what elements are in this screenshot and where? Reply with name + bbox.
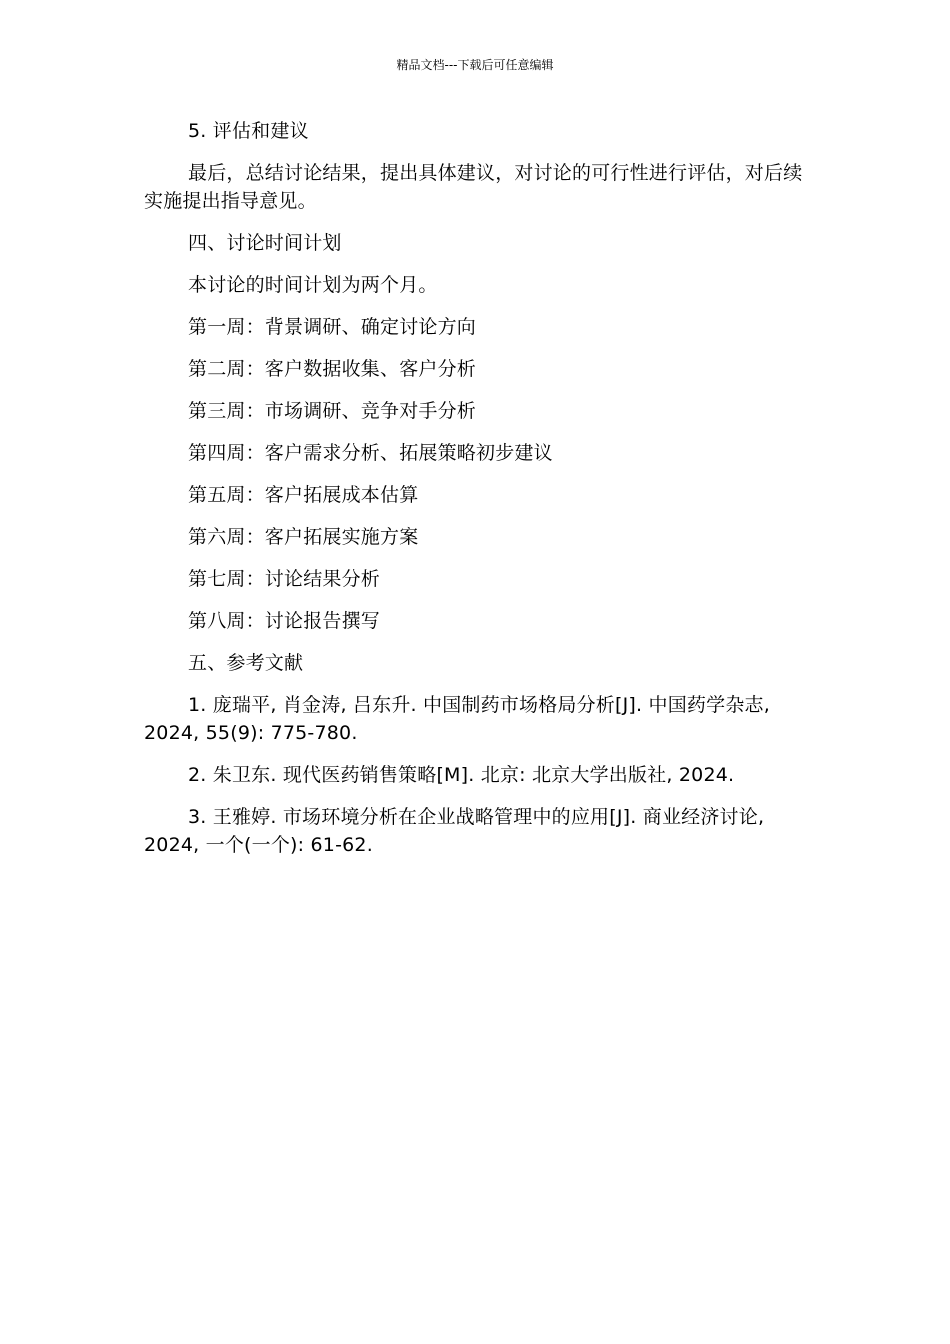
schedule-item: 第七周：讨论结果分析 — [188, 568, 381, 590]
body-paragraph: 本讨论的时间计划为两个月。 — [188, 274, 438, 296]
schedule-item: 第二周：客户数据收集、客户分析 — [188, 358, 477, 380]
schedule-item: 第八周：讨论报告撰写 — [188, 610, 381, 632]
section-heading: 五、参考文献 — [188, 652, 304, 674]
schedule-item: 第六周：客户拓展实施方案 — [188, 526, 419, 548]
reference-item: 1. 庞瑞平, 肖金涛, 吕东升. 中国制药市场格局分析[J]. 中国药学杂志, 2024, 55(9): 775-780. — [144, 694, 770, 744]
schedule-item: 第三周：市场调研、竞争对手分析 — [188, 400, 477, 422]
schedule-item: 第四周：客户需求分析、拓展策略初步建议 — [188, 442, 553, 464]
page-header: 精品文档---下载后可任意编辑 — [396, 58, 554, 72]
body-paragraph: 最后，总结讨论结果，提出具体建议，对讨论的可行性进行评估，对后续实施提出指导意见。 — [144, 162, 803, 212]
schedule-item: 第一周：背景调研、确定讨论方向 — [188, 316, 477, 338]
reference-item: 2. 朱卫东. 现代医药销售策略[M]. 北京: 北京大学出版社, 2024. — [188, 764, 735, 786]
schedule-item: 第五周：客户拓展成本估算 — [188, 484, 419, 506]
section-item-heading: 5. 评估和建议 — [188, 120, 309, 142]
document-body — [144, 117, 816, 873]
reference-item: 3. 王雅婷. 市场环境分析在企业战略管理中的应用[J]. 商业经济讨论, 2024, 一个(一个): 61-62. — [144, 806, 765, 856]
section-heading: 四、讨论时间计划 — [188, 232, 342, 254]
